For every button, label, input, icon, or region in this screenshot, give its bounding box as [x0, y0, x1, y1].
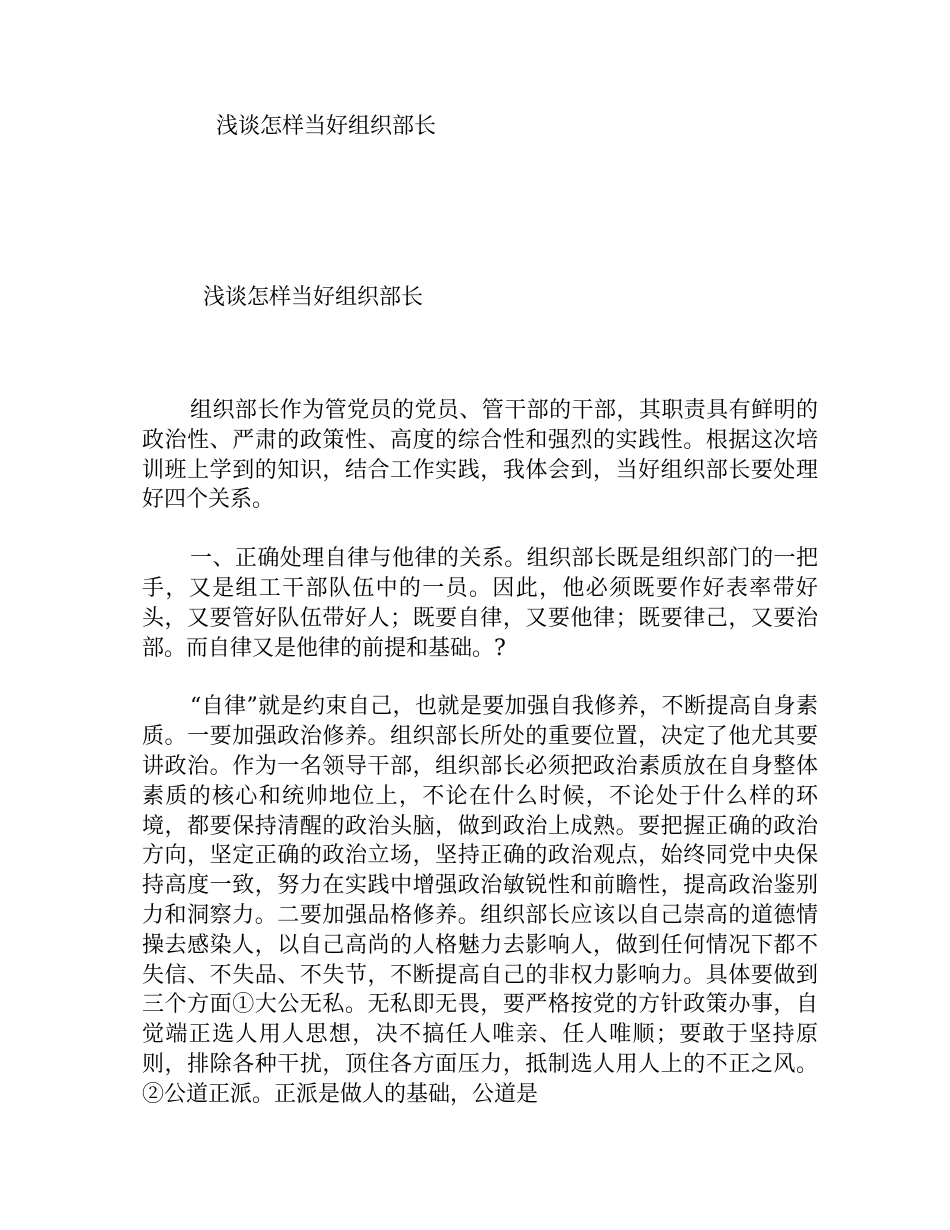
document-title: 浅谈怎样当好组织部长: [203, 285, 424, 310]
paragraph-self-discipline: “自律”就是约束自己，也就是要加强自我修养，不断提高自身素质。一要加强政治修养。组织部长所处的重要位置，决定了他尤其要讲政治。作为一名领导干部，组织部长必须把政治素质放在自身整体素质的核心和统帅地位上，不论在什么时候，不论处于什么样的环境，都要保持清醒的政治头脑，做到政治上成熟。要把握正确的政治方向，坚定正确的政治立场，坚持正确的政治观点，始终同党中央保持高度一致，努力在实践中增强政治敏锐性和前瞻性，提高政治鉴别力和洞察力。二要加强品格修养。组织部长应该以自己崇高的道德情操去感染人，以自己高尚的人格魅力去影响人，做到任何情况下都不失信、不失品、不失节，不断提高自己的非权力影响力。具体要做到三个方面①大公无私。无私即无畏，要严格按党的方针政策办事，自觉端正选人用人思想，决不搞任人唯亲、任人唯顺；要敢于坚持原则，排除各种干扰，顶住各方面压力，抵制选人用人上的不正之风。②公道正派。正派是做人的基础，公道是: [142, 694, 818, 1107]
header-title: 浅谈怎样当好组织部长: [216, 114, 437, 139]
paragraph-section-one: 一、正确处理自律与他律的关系。组织部长既是组织部门的一把手，又是组工干部队伍中的一员。因此，他必须既要作好表率带好头，又要管好队伍带好人；既要自律，又要他律；既要律己，又要治部。而自律又是他律的前提和基础。?: [142, 546, 818, 661]
document-body: [142, 396, 818, 1139]
paragraph-intro: 组织部长作为管党员的党员、管干部的干部，其职责具有鲜明的政治性、严肃的政策性、高度的综合性和强烈的实践性。根据这次培训班上学到的知识，结合工作实践，我体会到，当好组织部长要处理好四个关系。: [142, 398, 818, 513]
